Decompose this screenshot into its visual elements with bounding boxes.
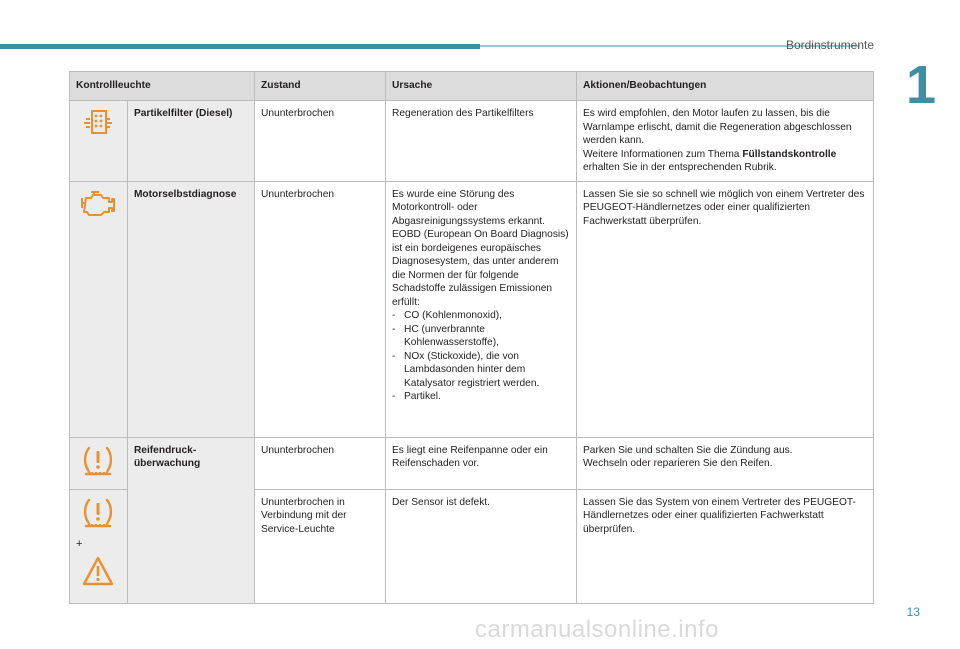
chapter-number: 1 — [905, 55, 936, 115]
link-fuellstandskontrolle: Füllstandskontrolle — [742, 148, 837, 160]
cause-cell: Es liegt eine Reifenpanne oder ein Reifenschaden vor. — [386, 437, 577, 489]
list-item-text: HC (unverbrannte Kohlenwasserstoffe), — [404, 323, 499, 348]
icon-cell — [70, 181, 128, 437]
list-item-text: NOx (Stickoxide), die von Lambdasonden hinter dem Katalysator registriert werden. — [404, 350, 540, 389]
table-header-row — [70, 72, 874, 101]
watermark: carmanualsonline.info — [475, 616, 719, 643]
icon-cell — [70, 437, 128, 489]
state-cell: Ununterbrochen — [255, 101, 386, 182]
column-header-zustand: Zustand — [255, 72, 386, 101]
icon-cell — [70, 101, 128, 182]
column-header-ursache: Ursache — [386, 72, 577, 101]
list-item: - Partikel. — [392, 391, 441, 402]
cause-intro: Es wurde eine Störung des Motorkontroll- oder Abgasreinigungssystems erkannt. EOBD (European On Board Diagnosis) ist ein bordeigenes europäisches Diagnosesystem, das unter anderem die Normen der für folgende Schadstoffe zulässigen Emissionen erfüllt: — [392, 188, 569, 308]
engine-icon — [79, 188, 117, 218]
actions-text — [583, 148, 867, 162]
cause-cell: Der Sensor ist defekt. — [386, 489, 577, 603]
actions-cell — [577, 437, 874, 489]
table-row — [70, 181, 874, 437]
icon-cell — [70, 489, 128, 603]
plus-sign: + — [76, 537, 83, 550]
column-header-aktionen: Aktionen/Beobachtungen — [577, 72, 874, 101]
warning-lights-table — [69, 71, 874, 604]
list-item-text: Partikel. — [404, 391, 441, 402]
state-cell: Ununterbrochen — [255, 437, 386, 489]
actions-cell: Lassen Sie sie so schnell wie möglich von einem Vertreter des PEUGEOT-Händlernetzes oder einer qualifizierten Fachwerkstatt überprüfen. — [577, 181, 874, 437]
cause-cell: Regeneration des Partikelfilters — [386, 101, 577, 182]
list-item: - NOx (Stickoxide), die von Lambdasonden hinter dem Katalysator registriert werden. — [392, 350, 570, 391]
page-number: 13 — [906, 605, 920, 619]
light-name: Motorselbstdiagnose — [127, 181, 254, 437]
cause-cell — [386, 181, 577, 437]
table-row — [70, 101, 874, 182]
header-accent-bar — [0, 44, 480, 49]
light-name-text: Reifendruck- überwachung — [133, 444, 201, 469]
list-item: - CO (Kohlenmonoxid), — [392, 310, 502, 321]
state-cell: Ununterbrochen in Verbindung mit der Service-Leuchte — [255, 489, 386, 603]
section-title: Bordinstrumente — [785, 38, 874, 52]
list-item: - HC (unverbrannte Kohlenwasserstoffe), — [392, 323, 570, 350]
table-row — [70, 437, 874, 489]
warning-triangle-icon — [81, 555, 115, 587]
actions-text-prefix: Weitere Informationen zum Thema — [583, 148, 743, 160]
actions-text: Parken Sie und schalten Sie die Zündung aus. — [583, 444, 793, 456]
actions-cell — [577, 101, 874, 182]
list-item-text: CO (Kohlenmonoxid), — [404, 310, 502, 321]
column-header-kontrollleuchte: Kontrollleuchte — [70, 72, 255, 101]
light-name: Partikelfilter (Diesel) — [127, 101, 254, 182]
actions-cell: Lassen Sie das System von einem Vertreter des PEUGEOT-Händlernetzes oder einer qualifizierten Fachwerkstatt überprüfen. — [577, 489, 874, 603]
tyre-pressure-icon — [81, 444, 115, 478]
particle-filter-icon — [80, 107, 116, 139]
actions-text: Es wird empfohlen, den Motor laufen zu lassen, bis die Warnlampe erlischt, damit die Regeneration abgeschlossen werden kann. — [583, 108, 852, 146]
light-name — [127, 437, 254, 603]
tyre-pressure-icon — [81, 496, 115, 530]
state-cell: Ununterbrochen — [255, 181, 386, 437]
actions-text: Wechseln oder reparieren Sie den Reifen. — [583, 458, 773, 469]
actions-text: erhalten Sie in der entsprechenden Rubrik. — [583, 162, 777, 173]
